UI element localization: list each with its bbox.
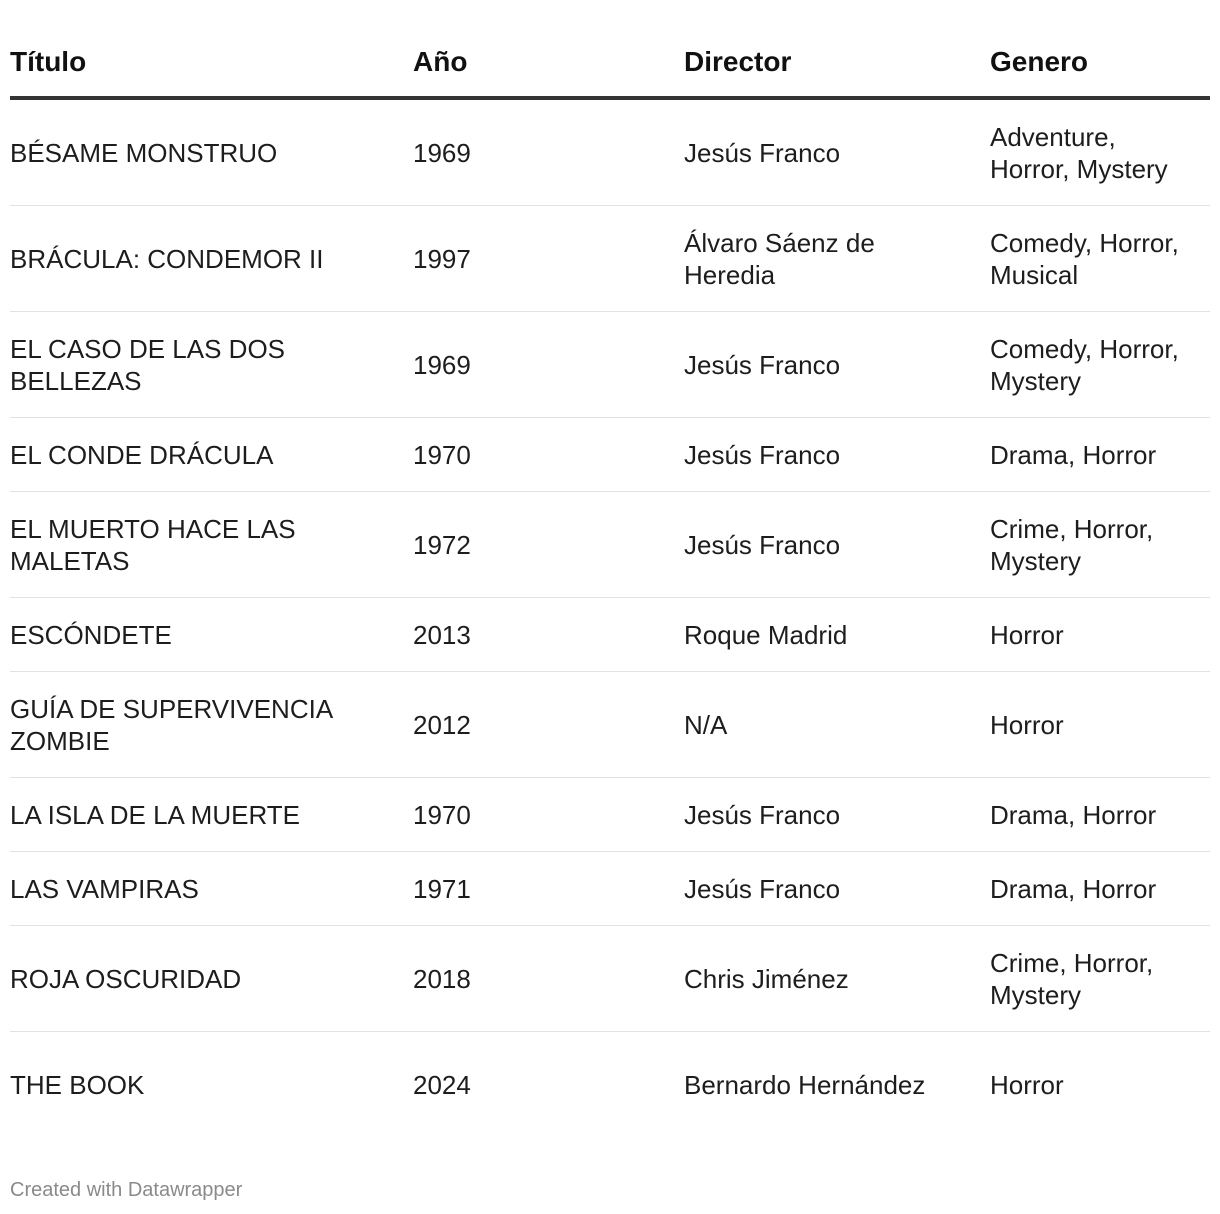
cell-year-text: 2024 — [413, 1069, 471, 1100]
cell-year — [413, 98, 684, 206]
cell-director — [684, 312, 990, 418]
cell-title-text: ESCÓNDETE — [10, 619, 172, 650]
cell-genre — [990, 418, 1210, 492]
column-header-genre[interactable]: Genero — [990, 40, 1210, 98]
cell-genre-text: Adventure, Horror, Mystery — [990, 121, 1168, 184]
table-row — [10, 98, 1210, 206]
cell-genre — [990, 98, 1210, 206]
cell-year — [413, 778, 684, 852]
cell-title — [10, 98, 413, 206]
cell-title-text: BRÁCULA: CONDEMOR II — [10, 243, 324, 274]
column-header-title[interactable]: Título — [10, 40, 413, 98]
cell-genre — [990, 492, 1210, 598]
cell-director-text: Jesús Franco — [684, 529, 841, 560]
table-row — [10, 1032, 1210, 1138]
cell-title-text: EL MUERTO HACE LAS MALETAS — [10, 513, 296, 576]
cell-director — [684, 926, 990, 1032]
cell-year — [413, 672, 684, 778]
column-header-director[interactable]: Director — [684, 40, 990, 98]
cell-genre-text: Crime, Horror, Mystery — [990, 513, 1154, 576]
table-body — [10, 98, 1210, 1137]
table-header-row — [10, 40, 1210, 98]
cell-year — [413, 926, 684, 1032]
table-row — [10, 418, 1210, 492]
cell-year-text: 1969 — [413, 349, 471, 380]
cell-genre — [990, 1032, 1210, 1138]
movie-table — [10, 40, 1210, 1137]
cell-genre — [990, 598, 1210, 672]
cell-title-text: EL CASO DE LAS DOS BELLEZAS — [10, 333, 286, 396]
cell-year-text: 1972 — [413, 529, 471, 560]
cell-year — [413, 492, 684, 598]
cell-director — [684, 206, 990, 312]
movie-table-container — [10, 40, 1210, 1137]
cell-director-text: N/A — [684, 709, 728, 740]
cell-director — [684, 672, 990, 778]
cell-genre — [990, 672, 1210, 778]
cell-director — [684, 1032, 990, 1138]
cell-genre-text: Horror — [990, 1069, 1064, 1100]
cell-year-text: 1969 — [413, 137, 471, 168]
cell-director-text: Roque Madrid — [684, 619, 848, 650]
cell-director-text: Jesús Franco — [684, 439, 841, 470]
table-row — [10, 778, 1210, 852]
cell-genre — [990, 206, 1210, 312]
cell-title-text: THE BOOK — [10, 1069, 145, 1100]
cell-director — [684, 418, 990, 492]
cell-year — [413, 1032, 684, 1138]
cell-title — [10, 778, 413, 852]
cell-director — [684, 98, 990, 206]
cell-title-text: LAS VAMPIRAS — [10, 873, 199, 904]
cell-title-text: BÉSAME MONSTRUO — [10, 137, 278, 168]
cell-director — [684, 598, 990, 672]
cell-director-text: Álvaro Sáenz de Heredia — [684, 227, 875, 290]
cell-genre — [990, 852, 1210, 926]
cell-director-text: Jesús Franco — [684, 873, 841, 904]
cell-genre-text: Comedy, Horror, Musical — [990, 227, 1179, 290]
table-row — [10, 598, 1210, 672]
cell-genre-text: Horror — [990, 619, 1064, 650]
cell-director-text: Bernardo Hernández — [684, 1069, 926, 1100]
cell-year — [413, 206, 684, 312]
cell-genre — [990, 778, 1210, 852]
cell-genre-text: Drama, Horror — [990, 439, 1157, 470]
cell-year — [413, 312, 684, 418]
cell-genre — [990, 312, 1210, 418]
cell-title — [10, 1032, 413, 1138]
table-row — [10, 492, 1210, 598]
cell-year-text: 2018 — [413, 963, 471, 994]
table-row — [10, 206, 1210, 312]
cell-year-text: 2013 — [413, 619, 471, 650]
table-row — [10, 926, 1210, 1032]
cell-title-text: EL CONDE DRÁCULA — [10, 439, 274, 470]
table-row — [10, 312, 1210, 418]
cell-year-text: 1997 — [413, 243, 471, 274]
column-header-year[interactable]: Año — [413, 40, 684, 98]
cell-year-text: 1970 — [413, 439, 471, 470]
table-row — [10, 672, 1210, 778]
cell-title-text: GUÍA DE SUPERVIVENCIA ZOMBIE — [10, 693, 332, 756]
cell-title — [10, 926, 413, 1032]
cell-genre — [990, 926, 1210, 1032]
cell-title — [10, 672, 413, 778]
cell-genre-text: Horror — [990, 709, 1064, 740]
cell-director — [684, 492, 990, 598]
table-row — [10, 852, 1210, 926]
cell-title — [10, 852, 413, 926]
cell-genre-text: Drama, Horror — [990, 799, 1157, 830]
cell-title — [10, 492, 413, 598]
cell-title-text: LA ISLA DE LA MUERTE — [10, 799, 300, 830]
cell-genre-text: Comedy, Horror, Mystery — [990, 333, 1179, 396]
cell-genre-text: Drama, Horror — [990, 873, 1157, 904]
cell-title — [10, 312, 413, 418]
cell-title — [10, 206, 413, 312]
cell-year-text: 1971 — [413, 873, 471, 904]
cell-title-text: ROJA OSCURIDAD — [10, 963, 242, 994]
cell-director-text: Jesús Franco — [684, 799, 841, 830]
cell-title — [10, 418, 413, 492]
cell-director — [684, 852, 990, 926]
cell-year-text: 2012 — [413, 709, 471, 740]
cell-year — [413, 418, 684, 492]
cell-year — [413, 852, 684, 926]
cell-year — [413, 598, 684, 672]
datawrapper-credit[interactable]: Created with Datawrapper — [10, 1179, 243, 1201]
cell-year-text: 1970 — [413, 799, 471, 830]
cell-director-text: Jesús Franco — [684, 137, 841, 168]
cell-genre-text: Crime, Horror, Mystery — [990, 947, 1154, 1010]
cell-director-text: Jesús Franco — [684, 349, 841, 380]
cell-title — [10, 598, 413, 672]
cell-director-text: Chris Jiménez — [684, 963, 849, 994]
cell-director — [684, 778, 990, 852]
